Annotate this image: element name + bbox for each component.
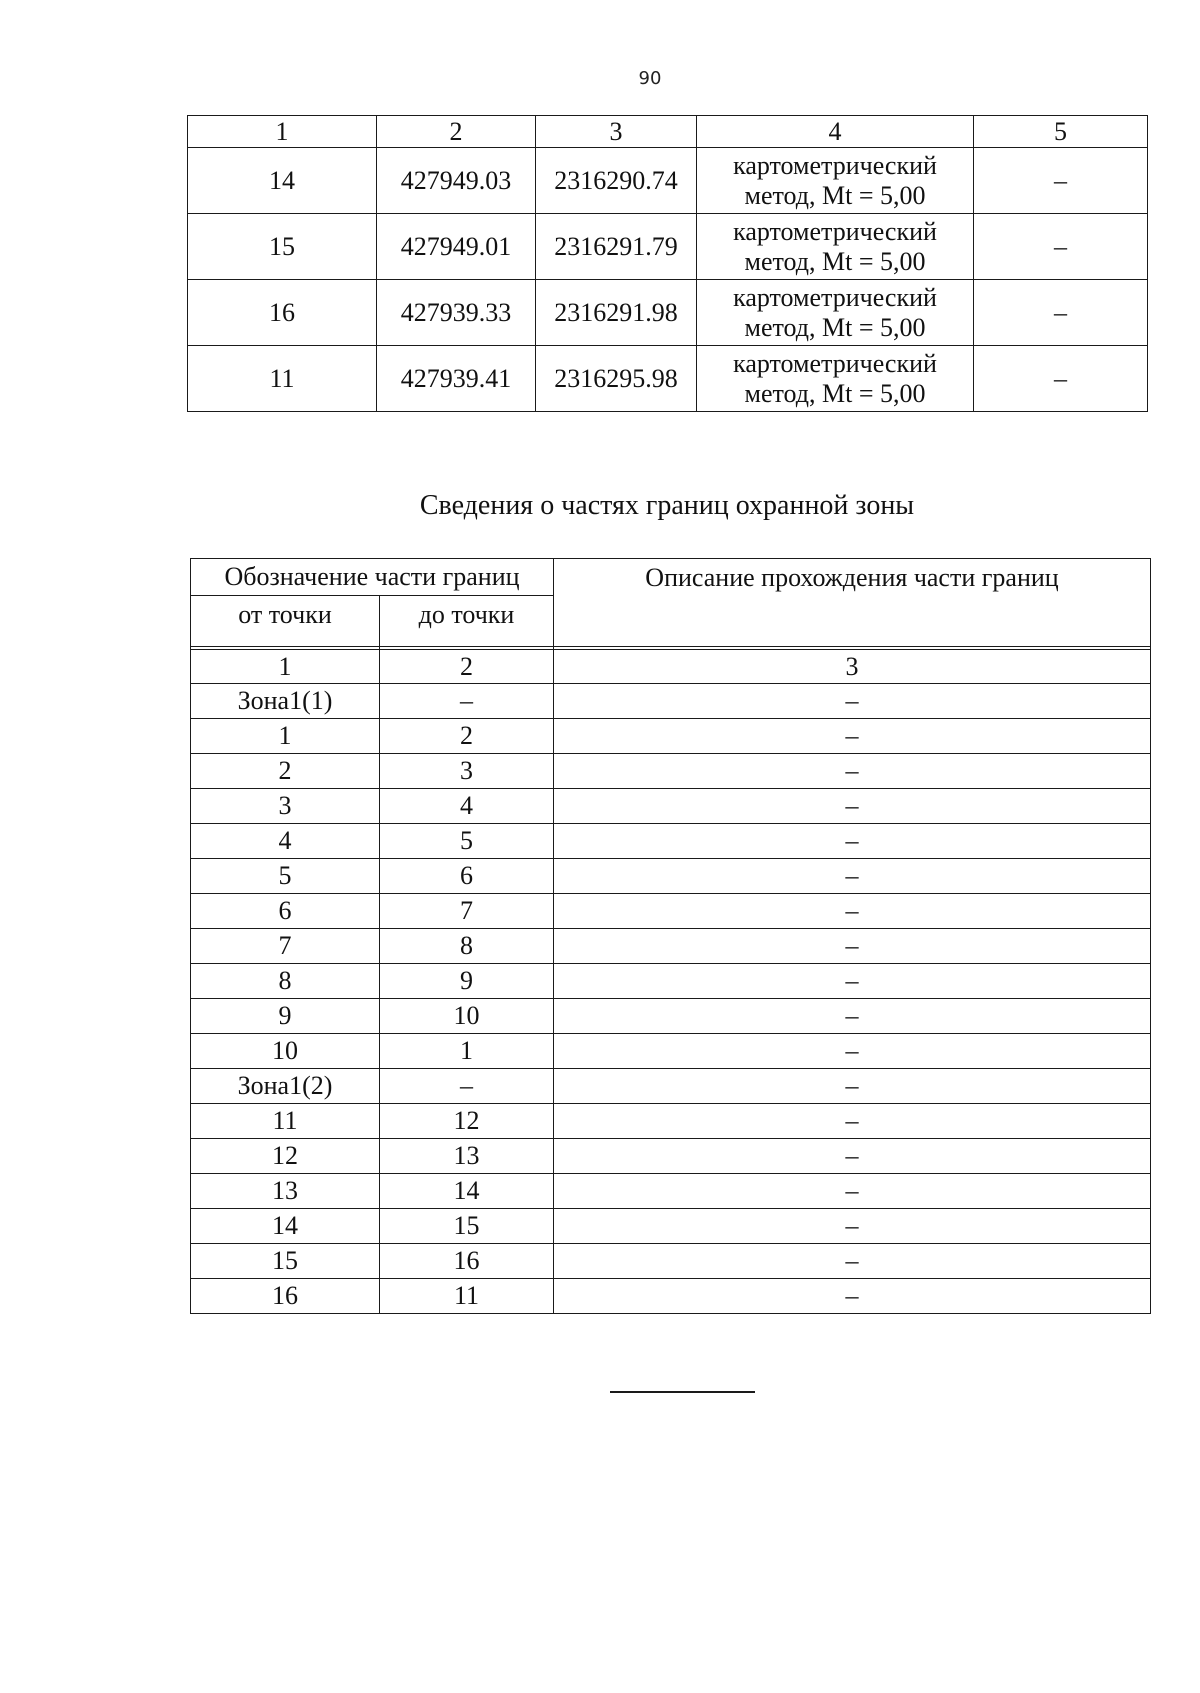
table-row	[191, 859, 1151, 894]
table-row	[188, 148, 1148, 214]
from-point: 13	[191, 1174, 380, 1209]
method-line-2: метод, Mt = 5,00	[744, 378, 926, 408]
column-number-3: 3	[554, 650, 1151, 684]
column-number-3: 3	[536, 116, 697, 148]
boundary-description: –	[554, 999, 1151, 1034]
to-point: 5	[380, 824, 554, 859]
method-line-2: метод, Mt = 5,00	[744, 312, 926, 342]
table-row	[191, 789, 1151, 824]
table-row	[191, 1174, 1151, 1209]
determination-method	[697, 346, 974, 412]
column-number-1: 1	[188, 116, 377, 148]
table-row	[191, 1034, 1151, 1069]
table-row	[191, 684, 1151, 719]
end-divider-line	[610, 1391, 755, 1393]
boundary-description: –	[554, 719, 1151, 754]
to-point-header: до точки	[380, 596, 554, 647]
table-row	[191, 1279, 1151, 1314]
description-header: Описание прохождения части границ	[554, 559, 1151, 647]
point-number: 14	[188, 148, 377, 214]
to-point: 6	[380, 859, 554, 894]
determination-method	[697, 280, 974, 346]
boundary-description: –	[554, 684, 1151, 719]
boundary-description: –	[554, 789, 1151, 824]
table-row	[191, 964, 1151, 999]
coordinate-x: 427939.41	[377, 346, 536, 412]
to-point: 2	[380, 719, 554, 754]
from-point: 1	[191, 719, 380, 754]
to-point: 11	[380, 1279, 554, 1314]
from-point: 10	[191, 1034, 380, 1069]
determination-method	[697, 148, 974, 214]
from-point: 9	[191, 999, 380, 1034]
boundary-description: –	[554, 964, 1151, 999]
table-row	[191, 999, 1151, 1034]
from-point: 5	[191, 859, 380, 894]
boundary-parts-table	[190, 558, 1151, 1314]
table-row	[191, 1069, 1151, 1104]
to-point: 13	[380, 1139, 554, 1174]
coordinate-x: 427939.33	[377, 280, 536, 346]
boundary-description: –	[554, 1209, 1151, 1244]
table-row	[188, 214, 1148, 280]
table-row	[191, 824, 1151, 859]
to-point: 16	[380, 1244, 554, 1279]
boundary-description: –	[554, 1279, 1151, 1314]
table-row	[191, 754, 1151, 789]
to-point: 3	[380, 754, 554, 789]
page-number: 90	[638, 68, 662, 89]
to-point: 4	[380, 789, 554, 824]
column-number-2: 2	[380, 650, 554, 684]
coordinates-table-body	[188, 116, 1148, 412]
to-point: –	[380, 1069, 554, 1104]
table-row	[191, 894, 1151, 929]
from-point: 7	[191, 929, 380, 964]
method-line-2: метод, Mt = 5,00	[744, 180, 926, 210]
coordinate-y: 2316291.98	[536, 280, 697, 346]
boundary-description: –	[554, 859, 1151, 894]
to-point: 9	[380, 964, 554, 999]
method-line-1: картометрический	[733, 348, 937, 378]
point-note: –	[974, 214, 1148, 280]
from-point: 4	[191, 824, 380, 859]
to-point: 10	[380, 999, 554, 1034]
to-point: 12	[380, 1104, 554, 1139]
boundary-description: –	[554, 754, 1151, 789]
table-row	[191, 1104, 1151, 1139]
coordinates-table	[187, 115, 1148, 412]
to-point: 8	[380, 929, 554, 964]
column-number-4: 4	[697, 116, 974, 148]
from-point: 11	[191, 1104, 380, 1139]
from-point: 3	[191, 789, 380, 824]
boundary-description: –	[554, 1104, 1151, 1139]
from-point: 12	[191, 1139, 380, 1174]
column-number-2: 2	[377, 116, 536, 148]
designation-header: Обозначение части границ	[191, 559, 554, 596]
method-line-1: картометрический	[733, 150, 937, 180]
from-point: 16	[191, 1279, 380, 1314]
to-point: 15	[380, 1209, 554, 1244]
table-row	[191, 1244, 1151, 1279]
table-row	[191, 719, 1151, 754]
method-line-1: картометрический	[733, 216, 937, 246]
boundary-description: –	[554, 824, 1151, 859]
point-number: 15	[188, 214, 377, 280]
point-note: –	[974, 280, 1148, 346]
coordinate-y: 2316290.74	[536, 148, 697, 214]
coordinate-y: 2316291.79	[536, 214, 697, 280]
to-point: 14	[380, 1174, 554, 1209]
section-title: Сведения о частях границ охранной зоны	[419, 490, 915, 521]
from-point: Зона1(1)	[191, 684, 380, 719]
parts-column-number-row	[191, 650, 1151, 684]
coordinates-header-row	[188, 116, 1148, 148]
boundary-parts-table-body	[191, 559, 1151, 1314]
table-row	[191, 1139, 1151, 1174]
boundary-description: –	[554, 1244, 1151, 1279]
point-number: 11	[188, 346, 377, 412]
point-note: –	[974, 148, 1148, 214]
from-point-header: от точки	[191, 596, 380, 647]
boundary-description: –	[554, 1069, 1151, 1104]
to-point: –	[380, 684, 554, 719]
to-point: 7	[380, 894, 554, 929]
from-point: 2	[191, 754, 380, 789]
coordinate-x: 427949.03	[377, 148, 536, 214]
from-point: Зона1(2)	[191, 1069, 380, 1104]
point-number: 16	[188, 280, 377, 346]
column-number-1: 1	[191, 650, 380, 684]
table-row	[188, 346, 1148, 412]
method-line-1: картометрический	[733, 282, 937, 312]
determination-method	[697, 214, 974, 280]
from-point: 15	[191, 1244, 380, 1279]
boundary-description: –	[554, 1139, 1151, 1174]
table-row	[191, 1209, 1151, 1244]
table-row	[188, 280, 1148, 346]
coordinate-y: 2316295.98	[536, 346, 697, 412]
from-point: 14	[191, 1209, 380, 1244]
boundary-description: –	[554, 1034, 1151, 1069]
from-point: 6	[191, 894, 380, 929]
method-line-2: метод, Mt = 5,00	[744, 246, 926, 276]
table-row	[191, 929, 1151, 964]
to-point: 1	[380, 1034, 554, 1069]
boundary-description: –	[554, 1174, 1151, 1209]
boundary-description: –	[554, 929, 1151, 964]
parts-header-row	[191, 559, 1151, 596]
boundary-description: –	[554, 894, 1151, 929]
coordinate-x: 427949.01	[377, 214, 536, 280]
column-number-5: 5	[974, 116, 1148, 148]
point-note: –	[974, 346, 1148, 412]
from-point: 8	[191, 964, 380, 999]
